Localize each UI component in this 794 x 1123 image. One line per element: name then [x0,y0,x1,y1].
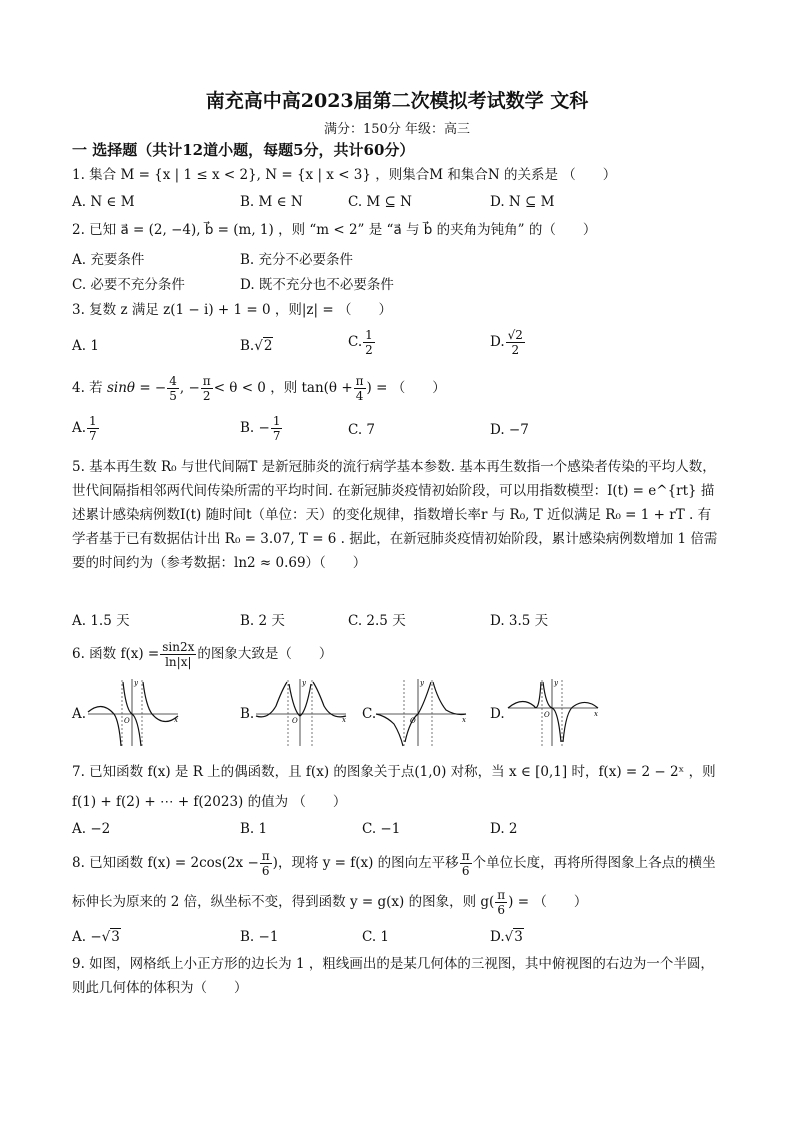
q6-label-c: C. [362,706,377,722]
q5-option-a: A. 1.5 天 [72,613,130,629]
q5-option-b: B. 2 天 [240,613,285,629]
q6-label-d: D. [490,706,505,722]
q6-label-a: A. [72,706,87,722]
graph-b-x-label: x [342,716,346,724]
q7-option-a: A. −2 [72,821,111,837]
q1-option-d: D. N ⊆ M [490,194,555,210]
q3-option-d: D. $\frac{√2}{2}$ [490,328,523,357]
q4-option-a: A. $\frac{1}{7}$ [72,414,97,443]
graph-b-origin-label: O [292,717,298,725]
q6-label-b: B. [240,706,255,722]
q7-option-c: C. −1 [362,821,401,837]
graph-d-origin-label: O [544,711,550,719]
graph-c-origin-label: O [410,717,416,725]
q8-option-a: A. −√3 [72,929,120,945]
q1-option-a: A. N ∈ M [72,194,135,210]
q3-option-b: B.√2 [240,338,273,354]
graph-d-x-label: x [594,710,598,718]
q5-option-c: C. 2.5 天 [348,613,406,629]
graph-c-x-label: x [462,716,466,724]
q8-option-b: B. −1 [240,929,279,945]
graph-a [86,676,182,748]
q7-option-b: B. 1 [240,821,268,837]
section-heading: 一 选择题（共计12道小题，每题5分，共计60分） [72,141,415,159]
exam-subtitle: 满分：150分 年级：高三 [324,122,470,137]
q5-option-d: D. 3.5 天 [490,613,549,629]
q7-option-d: D. 2 [490,821,518,837]
graph-b [254,676,350,748]
q1-option-c: C. M ⊆ N [348,194,412,210]
q8-option-c: C. 1 [362,929,390,945]
graph-b-y-label: y [302,679,306,687]
graph-a-origin-label: O [124,717,130,725]
q7-line2: f(1) + f(2) + ⋯ + f(2023) 的值为 （ ） [72,794,347,810]
q3-option-c: C. $\frac{1}{2}$ [348,328,373,357]
q5-stem: 5. 基本再生数 R₀ 与世代间隔T 是新冠肺炎的流行病学基本参数. 基本再生数指一个感染者传染的平均人数，世代间隔指相邻两代间传染所需的平均时间. 在新冠肺炎疫情初始阶段，可以用指数模型：I(t) = e^{rt} 描述累计感染病例数I(t) 随时间t（单位：天）的变化规律，指数增长率r 与 R₀, T 近似满足 R₀ = 1 + rT . 有学者基于已有数据估计出 R₀ = 3.07, T = 6 . 据此，在新冠肺炎疫情初始阶段，累计感染病例数增加 1 倍需要的时间约为（参考数据：ln2 ≈ 0.69）（ ） [72,459,718,571]
q4-option-b: B. − $\frac{1}{7}$ [240,414,281,443]
q1-option-b: B. M ∈ N [240,194,303,210]
q3-option-a: A. 1 [72,338,99,354]
q4-stem: 4. 若 sinθ = − $\frac{4}{5}$ , − $\frac{\pi}{2}$ < θ < 0 ，则 tan(θ + $\frac{\pi}{4}$ ) = （ ） [72,374,446,403]
q3-stem: 3. 复数 z 满足 z(1 − i) + 1 = 0 ，则|z| = （ ） [72,302,392,318]
graph-c [374,676,470,748]
q6-stem: 6. 函数 f(x) = $\frac{\sin 2x}{\ln|x|}$ 的图象大致是（ ） [72,640,333,669]
q2-stem: 2. 已知 a⃗ = (2, −4), b⃗ = (m, 1) ，则 “m < 2” 是 “a⃗ 与 b⃗ 的夹角为钝角” 的（ ） [72,222,597,238]
exam-title: 南充高中高2023届第二次模拟考试数学 文科 [205,90,589,112]
graph-d [506,676,602,748]
q4-option-c: C. 7 [348,422,376,438]
graph-d-y-label: y [554,679,558,687]
graph-c-y-label: y [420,679,424,687]
q8-line1: 8. 已知函数 f(x) = 2cos(2x − $\frac{\pi}{6}$ )，现将 y = f(x) 的图向左平移 $\frac{\pi}{6}$ 个单位长度，再将所得图象上各点的横坐 [72,849,716,878]
q2-option-a: A. 充要条件 [72,252,145,268]
q7-line1: 7. 已知函数 f(x) 是 R 上的偶函数，且 f(x) 的图象关于点(1,0) 对称，当 x ∈ [0,1] 时，f(x) = 2 − 2ˣ ，则 [72,764,716,780]
q2-option-b: B. 充分不必要条件 [240,252,354,268]
q2-option-d: D. 既不充分也不必要条件 [240,277,394,293]
q8-line2: 标伸长为原来的 2 倍，纵坐标不变，得到函数 y = g(x) 的图象，则 g( $\frac{\pi}{6}$ ) = （ ） [72,888,588,917]
q9-stem: 9. 如图，网格纸上小正方形的边长为 1 ，粗线画出的是某几何体的三视图，其中俯视图的右边为一个半圆，则此几何体的体积为（ ） [72,956,714,996]
q8-option-d: D.√3 [490,929,523,945]
graph-a-y-label: y [134,679,138,687]
q1-stem: 1. 集合 M = {x | 1 ≤ x < 2}, N = {x | x < 3} ，则集合M 和集合N 的关系是 （ ） [72,167,617,183]
graph-a-x-label: x [174,716,178,724]
q4-option-d: D. −7 [490,422,529,438]
q2-option-c: C. 必要不充分条件 [72,277,185,293]
